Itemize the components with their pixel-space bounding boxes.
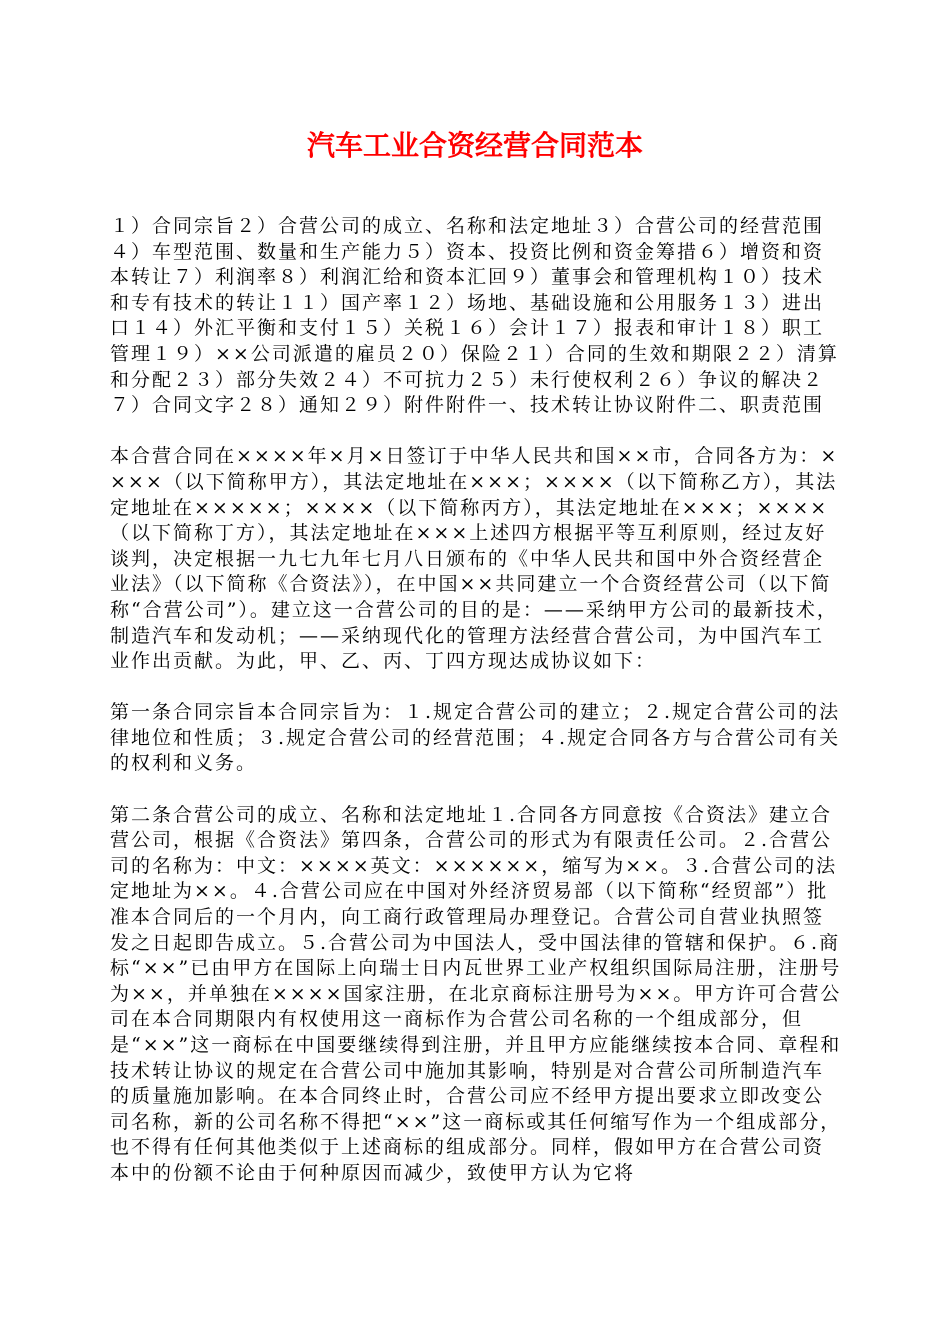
article-one-paragraph: 第一条合同宗旨本合同宗旨为：１.规定合营公司的建立；２.规定合营公司的法律地位和性质；３.规定合营公司的经营范围；４.规定合同各方与合营公司有关的权利和义务。 [110, 701, 841, 775]
table-of-contents-paragraph: １）合同宗旨２）合营公司的成立、名称和法定地址３）合营公司的经营范围４）车型范围、数量和生产能力５）资本、投资比例和资金筹措６）增资和资本转让７）利润率８）利润汇给和资本汇回９）董事会和管理机构１０）技术和专有技术的转让１１）国产率１２）场地、基础设施和公用服务１３）进出口１４）外汇平衡和支付１５）关税１６）会计１７）报表和审计１８）职工管理１９）××公司派遣的雇员２０）保险２１）合同的生效和期限２２）清算和分配２３）部分失效２４）不可抗力２５）未行使权利２６）争议的解决２７）合同文字２８）通知２９）附件附件一、技术转让协议附件二、职责范围 [110, 215, 839, 417]
document-body [110, 214, 842, 1187]
article-two-paragraph: 第二条合营公司的成立、名称和法定地址１.合同各方同意按《合资法》建立合营公司，根据《合资法》第四条，合营公司的形式为有限责任公司。２.合营公司的名称为：中文：××××英文：××××××，缩写为××。３.合营公司的法定地址为××。４.合营公司应在中国对外经济贸易部（以下简称“经贸部”）批准本合同后的一个月内，向工商行政管理局办理登记。合营公司自营业执照签发之日起即告成立。５.合营公司为中国法人，受中国法律的管辖和保护。６.商标“××”已由甲方在国际上向瑞士日内瓦世界工业产权组织国际局注册，注册号为××，并单独在××××国家注册，在北京商标注册号为××。甲方许可合营公司在本合同期限内有权使用这一商标作为合营公司名称的一个组成部分，但是“××”这一商标在中国要继续得到注册，并且甲方应能继续按本合同、章程和技术转让协议的规定在合营公司中施加其影响，特别是对合营公司所制造汽车的质量施加影响。在本合同终止时，合营公司应不经甲方提出要求立即改变公司名称，新的公司名称不得把“××”这一商标或其任何缩写作为一个组成部分，也不得有任何其他类似于上述商标的组成部分。同样，假如甲方在合营公司资本中的份额不论由于何种原因而减少，致使甲方认为它将 [110, 803, 842, 1184]
document-title: 汽车工业合资经营合同范本 [306, 129, 643, 162]
preamble-paragraph: 本合营合同在××××年×月×日签订于中华人民共和国××市，合同各方为：××××（以下简称甲方），其法定地址在×××；××××（以下简称乙方），其法定地址在×××××；××××（以下简称丙方），其法定地址在×××；××××（以下简称丁方），其法定地址在×××上述四方根据平等互利原则，经过友好谈判，决定根据一九七九年七月八日颁布的《中华人民共和国中外合资经营企业法》（以下简称《合资法》），在中国××共同建立一个合资经营公司（以下简称“合营公司”）。建立这一合营公司的目的是：——采纳甲方公司的最新技术，制造汽车和发动机；——采纳现代化的管理方法经营合营公司，为中国汽车工业作出贡献。为此，甲、乙、丙、丁四方现达成协议如下： [110, 445, 839, 673]
